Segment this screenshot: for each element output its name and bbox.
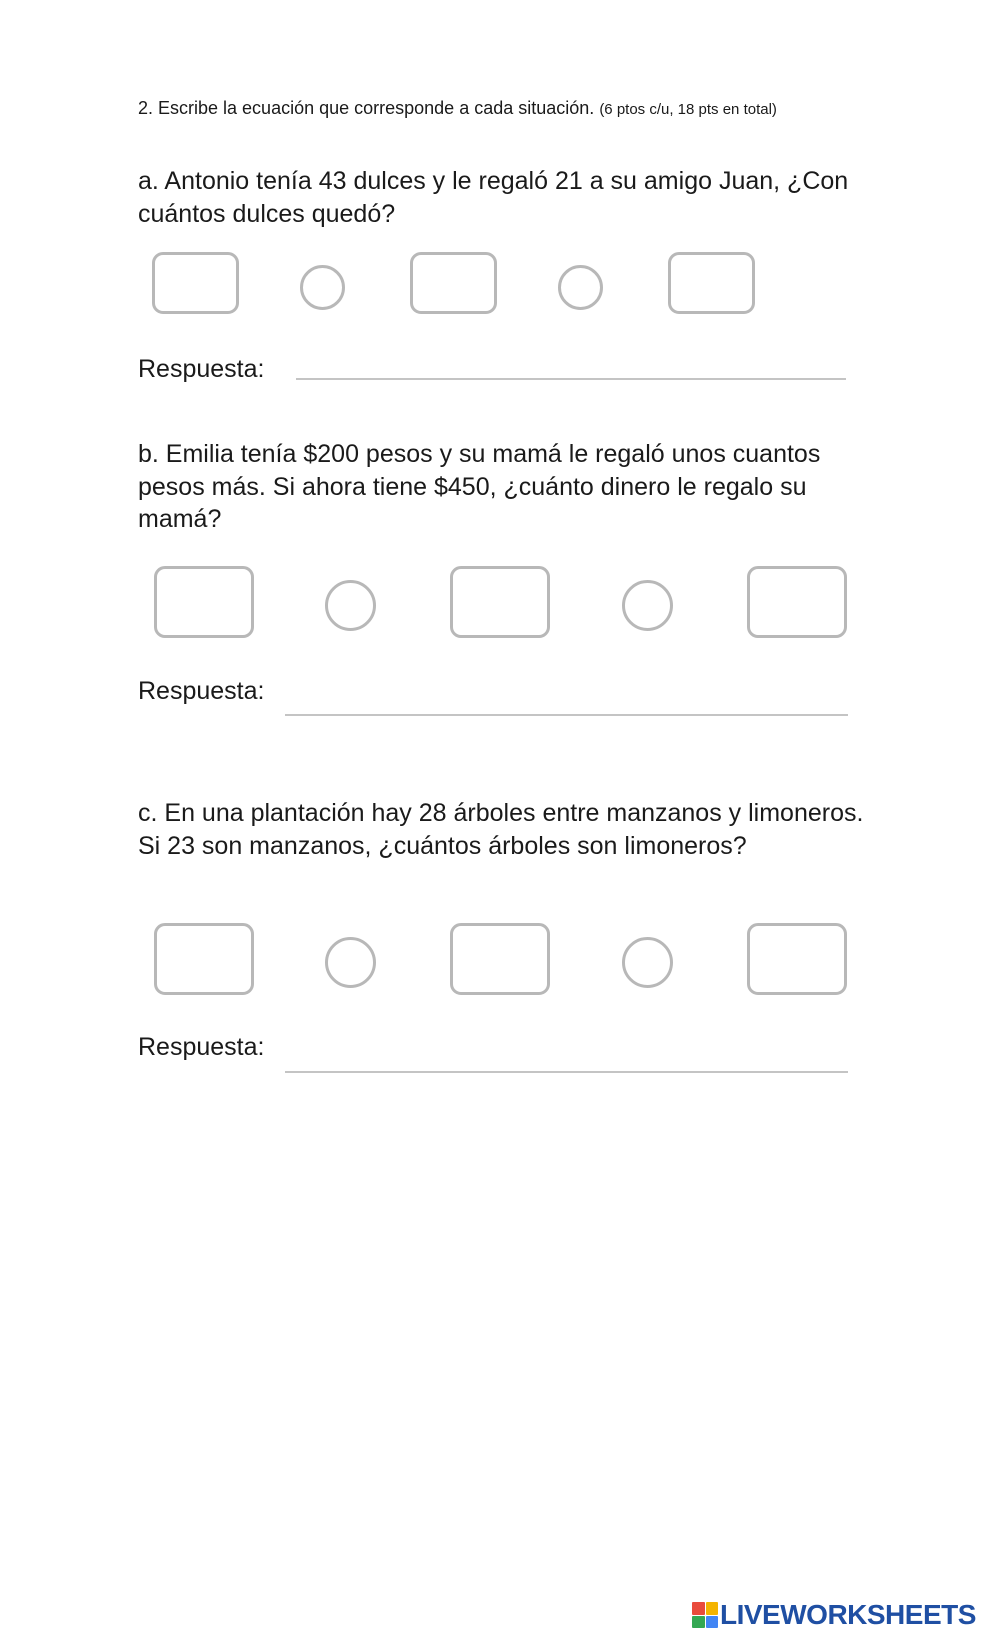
operator-circle-1[interactable]	[300, 265, 345, 310]
instruction-main: 2. Escribe la ecuación que corresponde a cada situación.	[138, 98, 595, 118]
number-box-2[interactable]	[410, 252, 497, 314]
number-box-1[interactable]	[154, 566, 254, 638]
answer-line-b[interactable]	[285, 714, 848, 716]
operator-circle-2[interactable]	[558, 265, 603, 310]
instruction-points: (6 ptos c/u, 18 pts en total)	[599, 101, 777, 118]
instruction-text	[138, 98, 777, 119]
equation-row-b	[0, 566, 1000, 646]
liveworksheets-logo-icon	[692, 1602, 718, 1628]
brand-text: LIVEWORKSHEETS	[720, 1599, 976, 1630]
equation-row-c	[0, 923, 1000, 1003]
result-box[interactable]	[668, 252, 755, 314]
answer-line-a[interactable]	[296, 378, 846, 380]
question-a-text: a. Antonio tenía 43 dulces y le regaló 21 a su amigo Juan, ¿Con cuántos dulces quedó?	[138, 167, 849, 228]
answer-label-a: Respuesta:	[138, 355, 265, 383]
result-box[interactable]	[747, 566, 847, 638]
operator-circle-1[interactable]	[325, 580, 376, 631]
operator-circle-1[interactable]	[325, 937, 376, 988]
operator-circle-2[interactable]	[622, 937, 673, 988]
question-b-text: b. Emilia tenía $200 pesos y su mamá le regaló unos cuantos pesos más. Si ahora tiene $450, ¿cuánto dinero le regalo su mamá?	[138, 440, 821, 533]
equation-row-a	[0, 252, 1000, 332]
answer-line-c[interactable]	[285, 1071, 848, 1073]
answer-label-c: Respuesta:	[138, 1033, 265, 1061]
operator-circle-2[interactable]	[622, 580, 673, 631]
result-box[interactable]	[747, 923, 847, 995]
number-box-1[interactable]	[154, 923, 254, 995]
liveworksheets-logo	[692, 1600, 976, 1630]
number-box-2[interactable]	[450, 566, 550, 638]
question-c-text: c. En una plantación hay 28 árboles entre manzanos y limoneros. Si 23 son manzanos, ¿cuántos árboles son limoneros?	[138, 799, 864, 860]
number-box-1[interactable]	[152, 252, 239, 314]
number-box-2[interactable]	[450, 923, 550, 995]
answer-label-b: Respuesta:	[138, 677, 265, 705]
